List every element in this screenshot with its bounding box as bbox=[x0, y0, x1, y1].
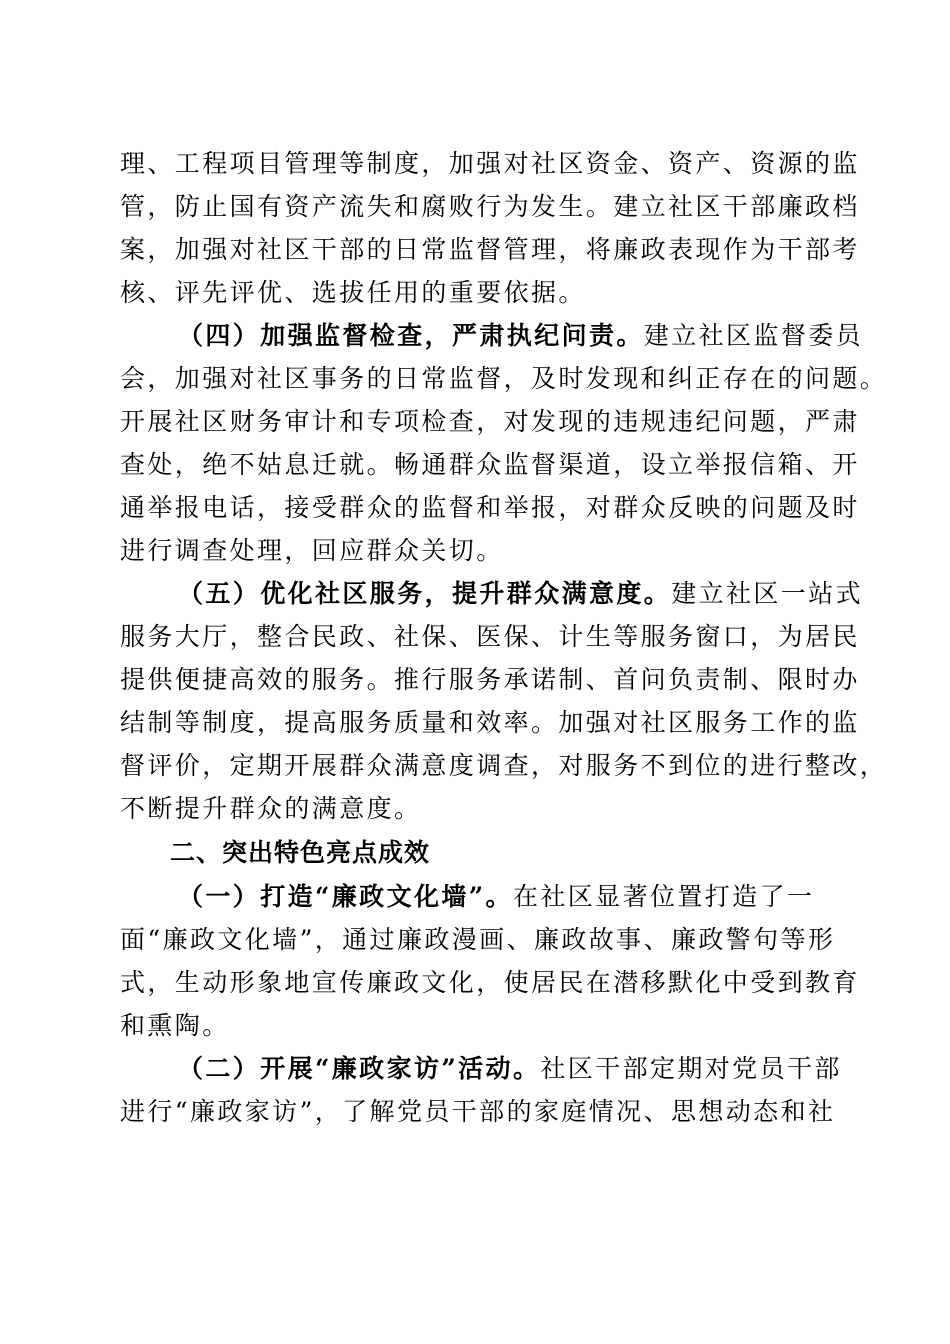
text-line bbox=[120, 875, 840, 918]
paragraph-lead: （五）优化社区服务，提升群众满意度。 bbox=[178, 579, 672, 608]
text-line: 结制等制度，提高服务质量和效率。加强对社区服务工作的监 bbox=[120, 708, 860, 737]
paragraph-lead: （四）加强监督检查，严肃执纪问责。 bbox=[178, 321, 644, 350]
text-line: 会，加强对社区事务的日常监督，及时发现和纠正存在的问题。 bbox=[120, 364, 888, 393]
text-line: 开展社区财务审计和专项检查，对发现的违规违纪问题，严肃 bbox=[120, 407, 860, 436]
text-line bbox=[120, 1047, 840, 1090]
paragraph-home-visit bbox=[120, 1047, 840, 1133]
text-line: 查处，绝不姑息迁就。畅通群众监督渠道，设立举报信箱、开 bbox=[120, 450, 860, 479]
text-line: 进行“廉政家访”，了解党员干部的家庭情况、思想动态和社 bbox=[120, 1097, 836, 1126]
paragraph-continuation bbox=[120, 142, 860, 314]
text-line: 服务大厅，整合民政、社保、医保、计生等服务窗口，为居民 bbox=[120, 622, 860, 651]
document-page bbox=[120, 142, 888, 1133]
paragraph-text: 建立社区一站式 bbox=[671, 579, 864, 608]
text-line bbox=[120, 314, 864, 357]
paragraph-text: 社区干部定期对党员干部 bbox=[540, 1054, 842, 1083]
text-line: 理、工程项目管理等制度，加强对社区资金、资产、资源的监 bbox=[120, 149, 860, 178]
paragraph-service bbox=[120, 572, 888, 830]
paragraph-lead: （一）打造“廉政文化墙”。 bbox=[178, 882, 513, 911]
text-line: 督评价，定期开展群众满意度调查，对服务不到位的进行整改， bbox=[120, 751, 888, 780]
section-heading: 二、突出特色亮点成效 bbox=[170, 838, 431, 867]
text-line: 和熏陶。 bbox=[120, 1011, 230, 1040]
paragraph-text: 建立社区监督委员 bbox=[643, 321, 864, 350]
text-line bbox=[120, 572, 864, 615]
text-line: 面“廉政文化墙”，通过廉政漫画、廉政故事、廉政警句等形 bbox=[120, 925, 836, 954]
text-line: 式，生动形象地宣传廉政文化，使居民在潜移默化中受到教育 bbox=[120, 968, 860, 997]
text-line: 提供便捷高效的服务。推行服务承诺制、首问负责制、限时办 bbox=[120, 665, 860, 694]
text-line: 进行调查处理，回应群众关切。 bbox=[120, 536, 504, 565]
paragraph-supervision bbox=[120, 314, 888, 572]
paragraph-text: 在社区显著位置打造了一 bbox=[512, 882, 815, 911]
paragraph-culture-wall bbox=[120, 875, 860, 1047]
paragraph-lead: （二）开展“廉政家访”活动。 bbox=[178, 1054, 541, 1083]
text-line: 管，防止国有资产流失和腐败行为发生。建立社区干部廉政档 bbox=[120, 192, 860, 221]
text-line: 案，加强对社区干部的日常监督管理，将廉政表现作为干部考 bbox=[120, 235, 860, 264]
text-line: 不断提升群众的满意度。 bbox=[120, 794, 422, 823]
text-line: 核、评先评优、选拔任用的重要依据。 bbox=[120, 278, 586, 307]
text-line: 通举报电话，接受群众的监督和举报，对群众反映的问题及时 bbox=[120, 493, 860, 522]
